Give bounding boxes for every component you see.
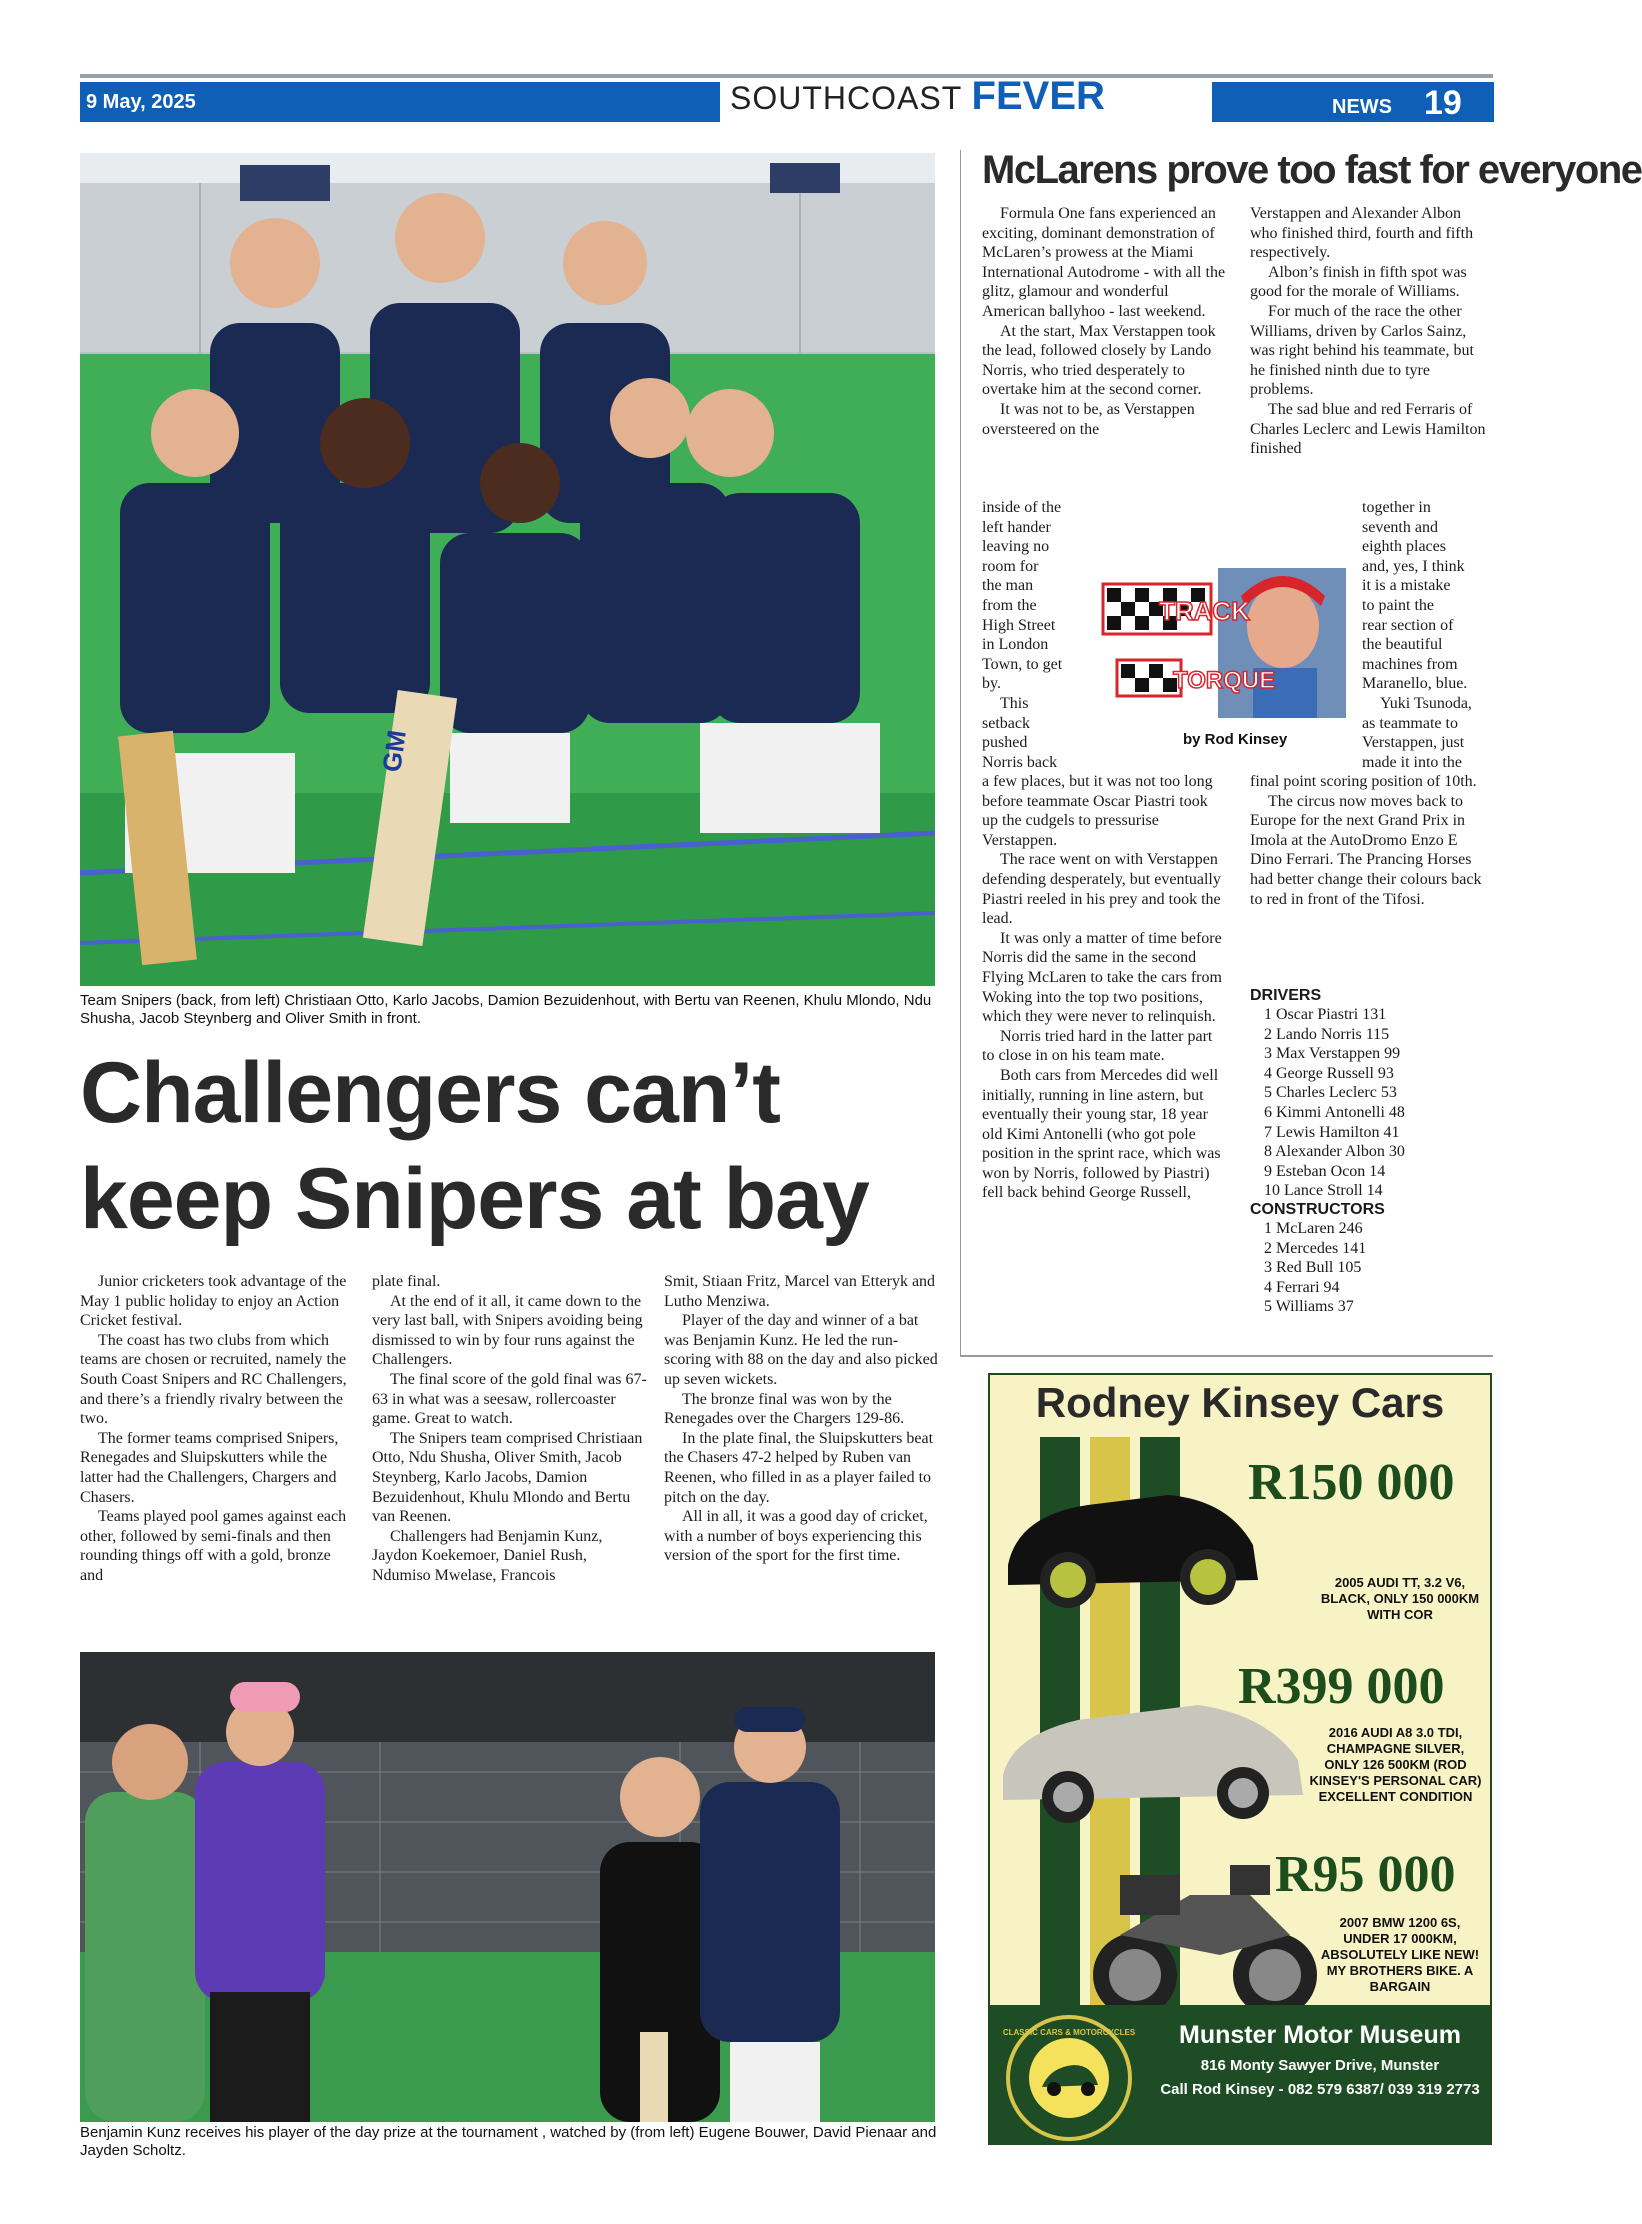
text-line: and, yes, I think [1362,557,1465,575]
paragraph: For much of the race the other Williams, driven by Carlos Sainz, was right behind his teammate, but he finished ninth due to tyre problems. [1250,302,1474,399]
paragraph: Challengers had Benjamin Kunz, Jaydon Koekemoer, Daniel Rush, Ndumiso Mwelase, Francois [372,1527,603,1584]
issue-date: 9 May, 2025 [86,91,196,113]
audi-tt-image [998,1455,1268,1615]
text-line: Maranello, blue. [1362,675,1468,693]
paragraph: It was only a matter of time before Norris did the same in the second Flying McLaren to take the cars from Woking into the top two positions, which they were never to relinquish. [982,929,1222,1026]
track-torque-column-logo [1103,548,1353,748]
paragraph: At the end of it all, it came down to the very last ball, with Snipers avoiding being dismissed to win by four runs against the Challengers. [372,1292,643,1369]
text-line: the man [982,577,1034,595]
museum-address: 816 Monty Sawyer Drive, Munster [1200,2057,1440,2074]
standing-row: 2 Lando Norris 115 [1264,1025,1390,1043]
text-line: pushed [982,734,1028,752]
text-line: leaving no [982,538,1050,556]
car1-price: R150 000 [1248,1454,1455,1511]
cricket-column-3 [664,1272,940,1566]
cricket-headline-line1: Challengers can’t [80,1045,780,1141]
paragraph: All in all, it was a good day of cricket, with a number of boys experiencing this version of the sport for the first time. [664,1508,928,1565]
classic-cars-logo [1002,2015,1136,2141]
f1-column-left-narrow [982,498,1082,772]
standing-row: 10 Lance Stroll 14 [1264,1182,1383,1200]
text-line: made it into the [1362,753,1462,771]
paragraph: The final score of the gold final was 67-63 in what was a seesaw, rollercoaster game. Great to watch. [372,1370,647,1428]
museum-footer [990,2005,1490,2143]
f1-column-right-top [1250,204,1490,459]
car3-description: 2007 BMW 1200 6S, UNDER 17 000KM, ABSOLUTELY LIKE NEW! MY BROTHERS BIKE. A BARGAIN [1320,1915,1480,1994]
museum-phone: Call Rod Kinsey - 082 579 6387/ 039 319 2773 [1160,2081,1480,2098]
paragraph: plate final. [372,1273,441,1290]
paragraph: The bronze final was won by the Renegades over the Chargers 129-86. [664,1390,905,1428]
standing-row: 7 Lewis Hamilton 41 [1264,1123,1400,1141]
snipers-team-photo [80,153,935,986]
paragraph: Player of the day and winner of a bat was Benjamin Kunz. He led the run-scoring with 88 on the day and also picked up seven wickets. [664,1312,938,1388]
standing-row: 1 Oscar Piastri 131 [1264,1006,1387,1023]
standing-row: 4 Ferrari 94 [1264,1278,1340,1296]
text-line: the beautiful [1362,636,1443,654]
f1-column-right-narrow [1362,498,1492,772]
byline: by Rod Kinsey [1183,731,1288,748]
paragraph: Verstappen and Alexander Albon who finished third, fourth and fifth respectively. [1250,205,1474,262]
section-label: NEWS [1332,96,1392,118]
f1-headline: McLarens prove too fast for everyone [982,148,1642,192]
f1-column-left-top [982,204,1232,439]
f1-column-left-bottom [982,772,1227,1203]
text-line: Yuki Tsunoda, [1380,694,1472,712]
player-photo-caption: Benjamin Kunz receives his player of the day prize at the tournament , watched by (from left) Eugene Bouwer, David Pienaar and Jayden Scholtz. [80,2124,937,2159]
standing-row: 8 Alexander Albon 30 [1264,1143,1405,1161]
paragraph: Albon’s finish in fifth spot was good for the morale of Williams. [1250,263,1467,301]
text-line: by. [982,675,1001,693]
text-line: This [1000,694,1029,712]
paragraph: The sad blue and red Ferraris of Charles Leclerc and Lewis Hamilton finished [1250,400,1486,458]
text-line: Town, to get [982,655,1063,673]
torque-logo-text: TORQUE [1173,667,1276,694]
standing-row: 6 Kimmi Antonelli 48 [1264,1103,1405,1121]
car2-description: 2016 AUDI A8 3.0 TDI, CHAMPAGNE SILVER, ONLY 126 500KM (ROD KINSEY'S PERSONAL CAR) EXCELLENT CONDITION [1309,1725,1482,1804]
paragraph: The circus now moves back to Europe for the next Grand Prix in Imola at the AutoDromo Enzo E Dino Ferrari. The Prancing Horses had better change their colours back to red in front of the Tifosi. [1250,792,1482,908]
player-of-day-photo [80,1652,935,2122]
standing-row: 9 Esteban Ocon 14 [1264,1162,1386,1180]
text-line: inside of the [982,499,1062,516]
paragraph: The former teams comprised Snipers, Renegades and Sluipskutters while the latter had the Challengers, Chargers and Chasers. [80,1429,339,1506]
standing-row: 4 George Russell 93 [1264,1064,1394,1082]
museum-name: Munster Motor Museum [1179,2021,1461,2049]
car2-price: R399 000 [1238,1658,1445,1715]
text-line: it is a mistake [1362,577,1451,595]
paragraph: Teams played pool games against each other, followed by semi-finals and then rounding things off with a gold, bronze and [80,1508,347,1584]
paragraph: It was not to be, as Verstappen oversteered on the [982,400,1195,438]
cricket-column-1 [80,1272,352,1586]
cricket-headline [80,1040,920,1252]
paragraph: The Snipers team comprised Christiaan Otto, Ndu Shusha, Oliver Smith, Jacob Steynberg, Karlo Jacobs, Damion Bezuidenhout, Khulu Mlondo and Bertu van Reenen. [372,1429,643,1526]
text-line: rear section of [1362,616,1454,634]
paragraph: The race went on with Verstappen defending desperately, but eventually Piastri reeled in his prey and took the lead. [982,851,1221,928]
masthead [730,74,1210,126]
standing-row: 5 Williams 37 [1264,1298,1354,1316]
paragraph: At the start, Max Verstappen took the lead, followed closely by Lando Norris, who tried desperately to overtake him at the second corner. [982,322,1216,399]
text-line: as teammate to [1362,714,1458,732]
masthead-southcoast: SOUTHCOAST [730,80,972,116]
standing-row: 5 Charles Leclerc 53 [1264,1084,1397,1102]
logo-ring-text: CLASSIC CARS & MOTORCYCLES [1002,2028,1136,2037]
paragraph: final point scoring position of 10th. [1250,773,1477,790]
constructors-heading: CONSTRUCTORS [1250,1200,1385,1218]
drivers-heading: DRIVERS [1250,987,1322,1004]
text-line: to paint the [1362,596,1434,614]
text-line: from the [982,596,1037,614]
car3-price: R95 000 [1275,1846,1456,1903]
text-line: Norris back [982,753,1058,771]
date-bar [80,82,720,122]
standing-row: 3 Red Bull 105 [1264,1259,1362,1277]
text-line: left hander [982,518,1051,536]
masthead-fever: FEVER [971,74,1105,118]
paragraph: Smit, Stiaan Fritz, Marcel van Etteryk and Lutho Menziwa. [664,1273,936,1310]
section-bar [1212,82,1494,122]
ad-title: Rodney Kinsey Cars [1035,1379,1445,1426]
text-line: eighth places [1362,538,1446,556]
text-line: machines from [1362,655,1458,673]
rodney-kinsey-cars-ad [988,1373,1492,2145]
svg-text:GM: GM [376,728,412,774]
track-torque-graphic [1103,548,1353,748]
section-divider [960,1355,1493,1357]
paragraph: In the plate final, the Sluipskutters beat the Chasers 47-2 helped by Ruben van Reenen, who filled in as a player failed to pitch on the day. [664,1429,934,1506]
paragraph: Formula One fans experienced an exciting, dominant demonstration of McLaren’s prowess at the Miami International Autodrome - with all the glitz, glamour and wonderful American ballyhoo - last weekend. [982,205,1226,320]
paragraph: a few places, but it was not too long before teammate Oscar Piastri took up the cudgels to pressurise Verstappen. [982,773,1213,849]
standing-row: 2 Mercedes 141 [1264,1239,1367,1257]
column-divider [960,150,961,1355]
paragraph: Norris tried hard in the latter part to close in on his team mate. [982,1027,1213,1065]
page-number: 19 [1424,84,1462,122]
text-line: together in [1362,499,1431,516]
cricket-column-2 [372,1272,648,1586]
text-line: seventh and [1362,518,1438,536]
text-line: High Street [982,616,1056,634]
car1-description: 2005 AUDI TT, 3.2 V6, BLACK, ONLY 150 000KM WITH COR [1320,1575,1480,1622]
snipers-photo-caption: Team Snipers (back, from left) Christiaan Otto, Karlo Jacobs, Damion Bezuidenhout, with Bertu van Reenen, Khulu Mlondo, Ndu Shusha, Jacob Steynberg and Oliver Smith in front. [80,992,932,1027]
standing-row: 1 McLaren 246 [1264,1219,1363,1237]
track-logo-text: TRACK [1159,596,1250,626]
f1-column-right-bottom [1250,772,1492,909]
standing-row: 3 Max Verstappen 99 [1264,1045,1401,1063]
drivers-standings [1250,987,1490,1317]
paragraph: Both cars from Mercedes did well initially, running in line astern, but eventually their young star, 18 year old Kimi Antonelli (who got pole position in the sprint race, which was won by Norris, followed by Piastri) fell back behind George Russell, [982,1066,1221,1202]
text-line: Verstappen, just [1362,734,1465,752]
paragraph: Junior cricketers took advantage of the May 1 public holiday to enjoy an Action Cricket festival. [80,1273,347,1330]
text-line: in London [982,636,1049,654]
text-line: setback [982,714,1030,732]
text-line: room for [982,557,1039,575]
cricket-headline-line2: keep Snipers at bay [80,1151,869,1247]
paragraph: The coast has two clubs from which teams are chosen or recruited, namely the South Coast Snipers and RC Challengers, and there’s a friendly rivalry between the two. [80,1331,347,1428]
